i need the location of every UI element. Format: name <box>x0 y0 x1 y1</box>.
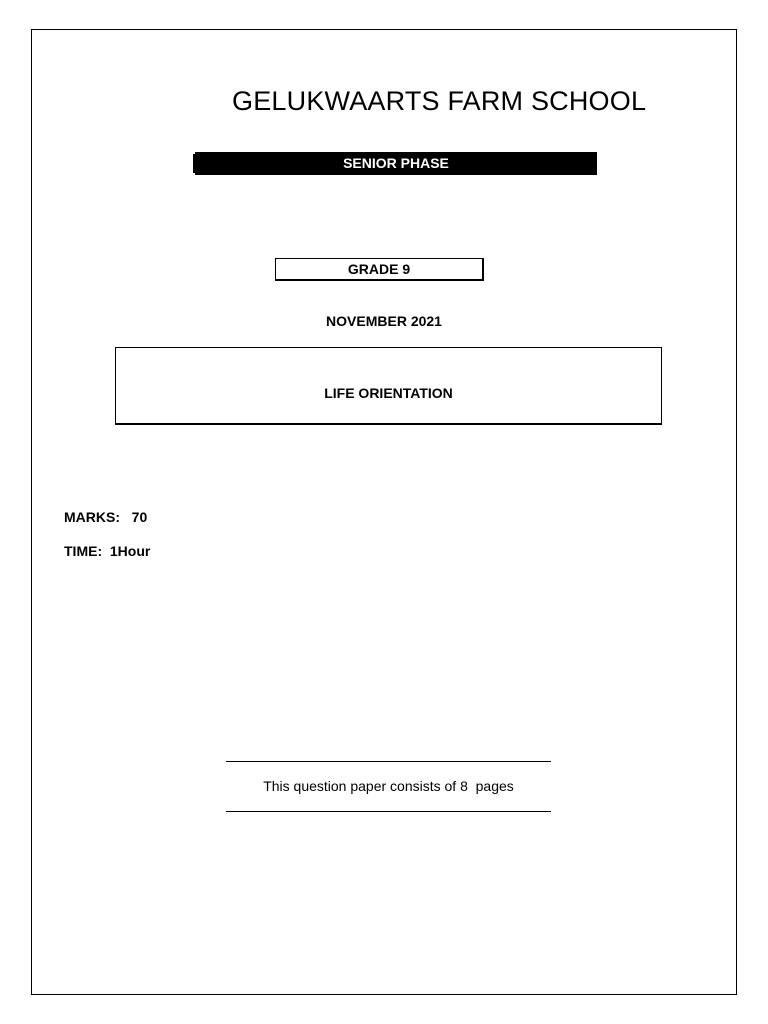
phase-banner: SENIOR PHASE <box>195 152 597 175</box>
marks-label: MARKS: <box>64 509 120 525</box>
top-divider <box>226 761 551 762</box>
grade-box: GRADE 9 <box>275 258 484 281</box>
time-line <box>64 543 150 559</box>
bottom-divider <box>226 811 551 812</box>
subject-box <box>115 347 662 425</box>
marks-value: 70 <box>131 509 148 525</box>
marks-line <box>64 509 147 525</box>
exam-date: NOVEMBER 2021 <box>326 313 442 329</box>
time-value: 1Hour <box>109 543 151 559</box>
pages-note: This question paper consists of 8 pages <box>263 778 514 794</box>
time-label: TIME: <box>64 543 103 559</box>
subject-name: LIFE ORIENTATION <box>324 385 453 401</box>
school-name: GELUKWAARTS FARM SCHOOL <box>232 86 647 116</box>
